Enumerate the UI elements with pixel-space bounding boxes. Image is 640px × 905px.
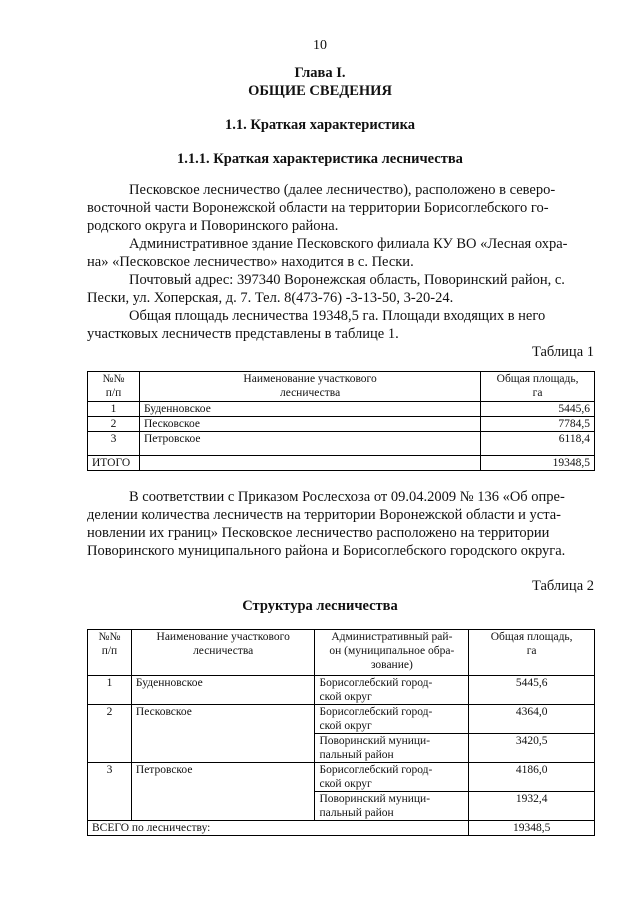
table1-total-label: ИТОГО — [88, 456, 140, 471]
table2-total-row — [88, 821, 595, 836]
table1-header-name: Наименование участкового лесничества — [139, 372, 480, 402]
chapter-heading — [0, 64, 640, 100]
table-row: 2 Песковское 7784,5 — [88, 417, 595, 432]
paragraph-3: Почтовый адрес: 397340 Воронежская область, Поворинский район, с. Пески, ул. Хоперская, д. 7. Тел. 8(473-76) -3-13-50, 3-20-24. — [87, 272, 565, 306]
table2-header-admin: Административный рай- он (муниципальное обра- зование) — [315, 630, 469, 676]
table2-total-area: 19348,5 — [469, 821, 595, 836]
paragraph-4: Общая площадь лесничества 19348,5 га. Площади входящих в него участковых лесничеств представлены в таблице 1. — [87, 308, 546, 342]
table1-header-area: Общая площадь, га — [481, 372, 595, 402]
chapter-title: ОБЩИЕ СВЕДЕНИЯ — [248, 83, 392, 99]
table2-header-name: Наименование участкового лесничества — [131, 630, 315, 676]
table2-title: Структура лесничества — [242, 598, 398, 614]
chapter-label: Глава I. — [294, 65, 346, 81]
paragraph-1: Песковское лесничество (далее лесничество), расположено в северо- восточной части Воронежской области на территории Борисоглебского го- родского округа и Поворинского района. — [87, 182, 556, 234]
table2-label: Таблица 2 — [531, 578, 594, 594]
page-number: 10 — [313, 38, 327, 53]
table1-label: Таблица 1 — [531, 344, 594, 360]
table2-total-label: ВСЕГО по лесничеству: — [88, 821, 469, 836]
table-row: Поворинский муници- пальный район 3420,5 — [88, 734, 595, 763]
table1-total-row — [88, 456, 595, 471]
table2-header-row — [88, 630, 595, 676]
table1 — [87, 371, 595, 471]
paragraph-after-table1: В соответствии с Приказом Рослесхоза от 09.04.2009 № 136 «Об опре- делении количества лесничеств на территории Воронежской области и уста- новлении их границ» Песковское лесничество расположено на территории Поворинского муниципального района и Борисоглебского городского округа. — [87, 489, 566, 559]
table1-header-row — [88, 372, 595, 402]
table-row: 2 Песковское Борисоглебский город- ской округ 4364,0 — [88, 705, 595, 734]
table2 — [87, 629, 595, 836]
table-row: 1 Буденновское 5445,6 — [88, 402, 595, 417]
section-title: 1.1. Краткая характеристика — [224, 117, 416, 133]
paragraph-2: Административное здание Песковского филиала КУ ВО «Лесная охра- на» «Песковское лесничество» находится в с. Пески. — [87, 236, 568, 270]
table-row: 1 Буденновское Борисоглебский город- ской округ 5445,6 — [88, 676, 595, 705]
table1-total-area: 19348,5 — [481, 456, 595, 471]
table-row: 3 Петровское Борисоглебский город- ской округ 4186,0 — [88, 763, 595, 792]
subsection-title: 1.1.1. Краткая характеристика лесничества — [177, 151, 463, 167]
table-row: Поворинский муници- пальный район 1932,4 — [88, 792, 595, 821]
table2-header-area: Общая площадь, га — [469, 630, 595, 676]
table2-header-num: №№ п/п — [88, 630, 132, 676]
table-row: 3 Петровское 6118,4 — [88, 432, 595, 456]
table1-header-num: №№ п/п — [88, 372, 140, 402]
